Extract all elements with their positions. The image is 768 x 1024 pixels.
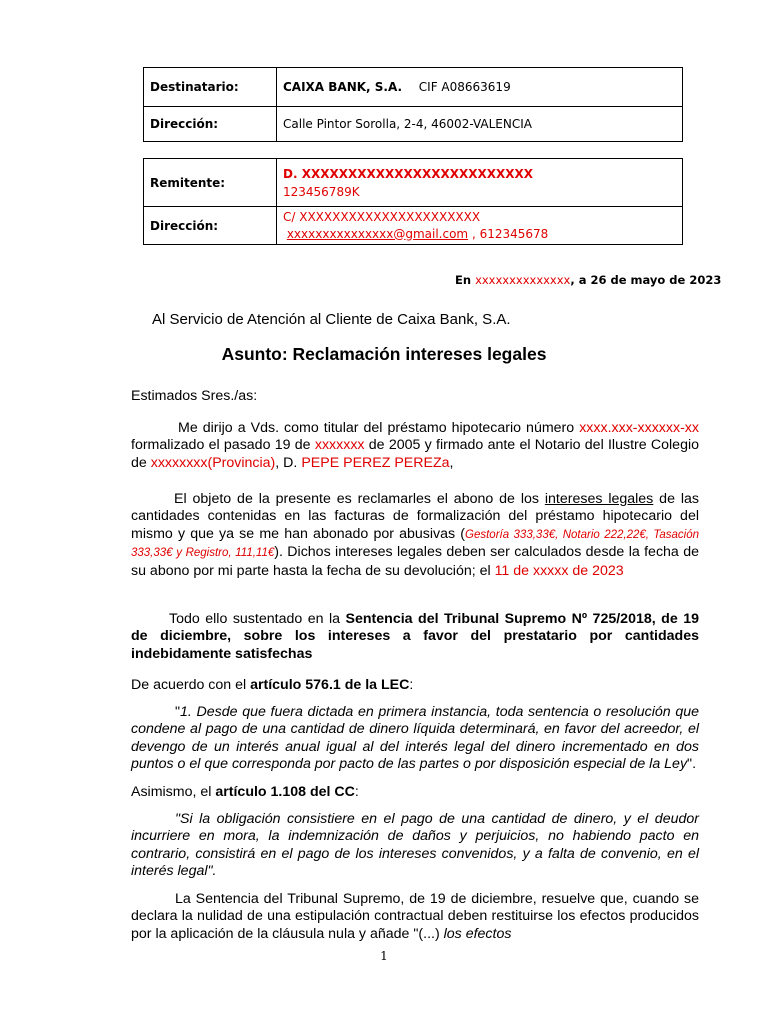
paragraph-2 bbox=[131, 491, 699, 580]
quote-1 bbox=[131, 704, 699, 774]
recipient-cif: CIF A08663619 bbox=[418, 80, 511, 94]
recipient-address-label: Dirección: bbox=[144, 107, 277, 142]
quote1-text: 1. Desde que fuera dictada en primera instancia, toda sentencia o resolución que condene al pago de una cantidad de dinero líquida determinará, en favor del acreedor, el devengo de un interés anual igual al del interés legal del dinero incrementado en dos puntos o el que corresponda por pacto de las partes o por disposición especial de la Ley bbox=[131, 704, 699, 773]
p1-text-2: formalizado el pasado 19 de bbox=[131, 437, 315, 454]
quote1-close: ". bbox=[687, 756, 697, 773]
paragraph-5 bbox=[131, 784, 359, 800]
loan-month: xxxxxxx bbox=[314, 437, 365, 454]
quote-2: "Si la obligación consistiere en el pago de una cantidad de dinero, y el deudor incurriere en mora, la indemnización de daños y perjuicios, no habiendo pacto en contrario, consistirá en el pago de los intereses convenidos, y a falta de convenio, en el interés legal". bbox=[131, 811, 699, 880]
sender-table bbox=[143, 158, 683, 245]
p2-text-2: de las cantidades contenidas en las facturas de formalización del préstamo hipotecario del mismo y que ya se me han abonado por abusivas ( bbox=[131, 491, 699, 542]
quote1-open: " bbox=[175, 704, 181, 720]
p3-text-1: Todo ello sustentado en la bbox=[169, 611, 346, 627]
date-value: , a 26 de mayo de 2023 bbox=[570, 273, 722, 287]
sender-name: D. XXXXXXXXXXXXXXXXXXXXXXXXX bbox=[283, 166, 533, 181]
p5-text-2: : bbox=[354, 784, 359, 800]
p4-text-2: : bbox=[409, 677, 414, 693]
subject-title: Asunto: Reclamación intereses legales bbox=[221, 344, 547, 364]
paragraph-6 bbox=[131, 891, 699, 943]
sender-value bbox=[277, 159, 683, 207]
p6-text-1: La Sentencia del Tribunal Supremo, de 19 de diciembre, resuelve que, cuando se declara la nulidad de una estipulación contractual deben restituirse los efectos producidos por la aplicación de la cláusula nula y añade "(...) bbox=[131, 891, 699, 942]
sender-id: 123456789K bbox=[283, 184, 360, 199]
p1-text-4: , D. bbox=[275, 454, 302, 471]
cc-article: artículo 1.108 del CC bbox=[215, 784, 355, 800]
sender-address-value bbox=[277, 207, 683, 245]
recipient-table bbox=[143, 67, 683, 142]
date-line bbox=[455, 273, 721, 287]
paragraph-1 bbox=[131, 420, 699, 472]
p6-italic: los efectos bbox=[443, 925, 512, 942]
recipient-address: Calle Pintor Sorolla, 2-4, 46002-VALENCIA bbox=[277, 107, 683, 142]
fees-list: Gestoría 333,33€, Notario 222,22€, Tasación 333,33€ y Registro, 111,11€ bbox=[131, 528, 700, 560]
addressee-line: Al Servicio de Atención al Cliente de Caixa Bank, S.A. bbox=[152, 311, 511, 328]
date-place: xxxxxxxxxxxxxx bbox=[475, 273, 571, 287]
sender-phone: , 612345678 bbox=[471, 226, 549, 241]
p2-text-3: ). Dichos intereses legales deben ser calculados desde la fecha de su abono por mi parte hasta la fecha de su devolución; el bbox=[131, 544, 699, 579]
claim-date: 11 de xxxxx de 2023 bbox=[494, 562, 624, 579]
notary-name: PEPE PEREZ PEREZa bbox=[301, 454, 450, 471]
recipient-value bbox=[277, 68, 683, 107]
date-prefix: En bbox=[455, 273, 472, 287]
p2-underlined: intereses legales bbox=[544, 491, 654, 507]
sender-label: Remitente: bbox=[144, 159, 277, 207]
p1-text-1: Me dirijo a Vds. como titular del préstamo hipotecario número bbox=[178, 420, 580, 436]
recipient-label: Destinatario: bbox=[144, 68, 277, 107]
paragraph-4 bbox=[131, 677, 413, 693]
supreme-court-ruling: Sentencia del Tribunal Supremo Nº 725/2018, de 19 de diciembre, sobre los intereses a favor del prestatario por cantidades indebidamente satisfechas bbox=[131, 611, 699, 662]
notary-province: xxxxxxxx(Provincia) bbox=[150, 454, 276, 471]
paragraph-3 bbox=[131, 611, 699, 663]
p1-text-5: , bbox=[449, 454, 454, 471]
sender-address-label: Dirección: bbox=[144, 207, 277, 245]
recipient-name: CAIXA BANK, S.A. bbox=[283, 80, 403, 94]
lec-article: artículo 576.1 de la LEC bbox=[250, 677, 410, 693]
p1-text-3: de 2005 y firmado ante el Notario del Ilustre Colegio de bbox=[131, 437, 700, 471]
p4-text-1: De acuerdo con el bbox=[131, 677, 251, 693]
greeting: Estimados Sres./as: bbox=[131, 388, 258, 404]
p2-text-1: El objeto de la presente es reclamarles el abono de los bbox=[174, 491, 545, 507]
p5-text-1: Asimismo, el bbox=[131, 784, 216, 800]
page-number: 1 bbox=[380, 949, 388, 963]
sender-address: C/ XXXXXXXXXXXXXXXXXXXXXX bbox=[283, 209, 481, 224]
sender-email-link[interactable]: xxxxxxxxxxxxxxx@gmail.com bbox=[286, 226, 469, 241]
loan-number: xxxx.xxx-xxxxxx-xx bbox=[579, 420, 699, 436]
